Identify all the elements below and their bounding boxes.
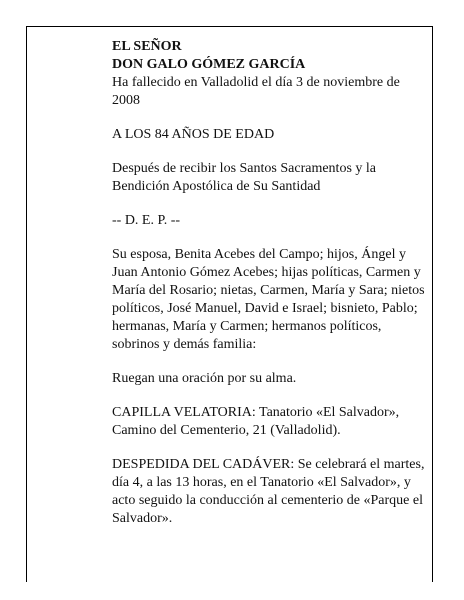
frame-right-border xyxy=(432,26,433,582)
family-paragraph xyxy=(112,246,425,354)
dep-line: -- D. E. P. -- xyxy=(112,213,181,228)
farewell-line: Salvador». xyxy=(112,511,173,526)
family-line: hermanas, María y Carmen; hermanos políticos, xyxy=(112,319,382,334)
death-statement xyxy=(112,74,412,110)
farewell-line: acto seguido la conducción al cementerio de «Parque el xyxy=(112,493,423,508)
family-line: María del Rosario; nietas, Carmen, María y Sara; nietos xyxy=(112,283,425,298)
family-line: políticos, José Manuel, David e Israel; bisnieto, Pablo; xyxy=(112,301,418,316)
farewell-line: DESPEDIDA DEL CADÁVER: Se celebrará el martes, xyxy=(112,457,425,472)
notice-title-line-2: DON GALO GÓMEZ GARCÍA xyxy=(112,57,306,72)
age-statement: A LOS 84 AÑOS DE EDAD xyxy=(112,127,275,142)
notice-title-line-1: EL SEÑOR xyxy=(112,39,182,54)
farewell-paragraph xyxy=(112,456,425,528)
frame-left-border xyxy=(26,26,27,582)
farewell-line: día 4, a las 13 horas, en el Tanatorio «El Salvador», y xyxy=(112,475,411,490)
frame-top-border xyxy=(26,26,433,27)
obituary-notice xyxy=(112,38,425,528)
death-statement-line: 2008 xyxy=(112,93,140,108)
family-line: sobrinos y demás familia: xyxy=(112,337,257,352)
chapel-paragraph xyxy=(112,404,412,440)
prayer-line: Ruegan una oración por su alma. xyxy=(112,371,297,386)
death-statement-line: Ha fallecido en Valladolid el día 3 de noviembre de xyxy=(112,75,400,90)
sacraments-statement xyxy=(112,160,412,196)
sacraments-line: Después de recibir los Santos Sacramentos y la xyxy=(112,161,376,176)
sacraments-line: Bendición Apostólica de Su Santidad xyxy=(112,179,321,194)
chapel-line: CAPILLA VELATORIA: Tanatorio «El Salvador», xyxy=(112,405,400,420)
chapel-line: Camino del Cementerio, 21 (Valladolid). xyxy=(112,423,341,438)
family-line: Juan Antonio Gómez Acebes; hijas políticas, Carmen y xyxy=(112,265,421,280)
family-line: Su esposa, Benita Acebes del Campo; hijos, Ángel y xyxy=(112,247,406,262)
